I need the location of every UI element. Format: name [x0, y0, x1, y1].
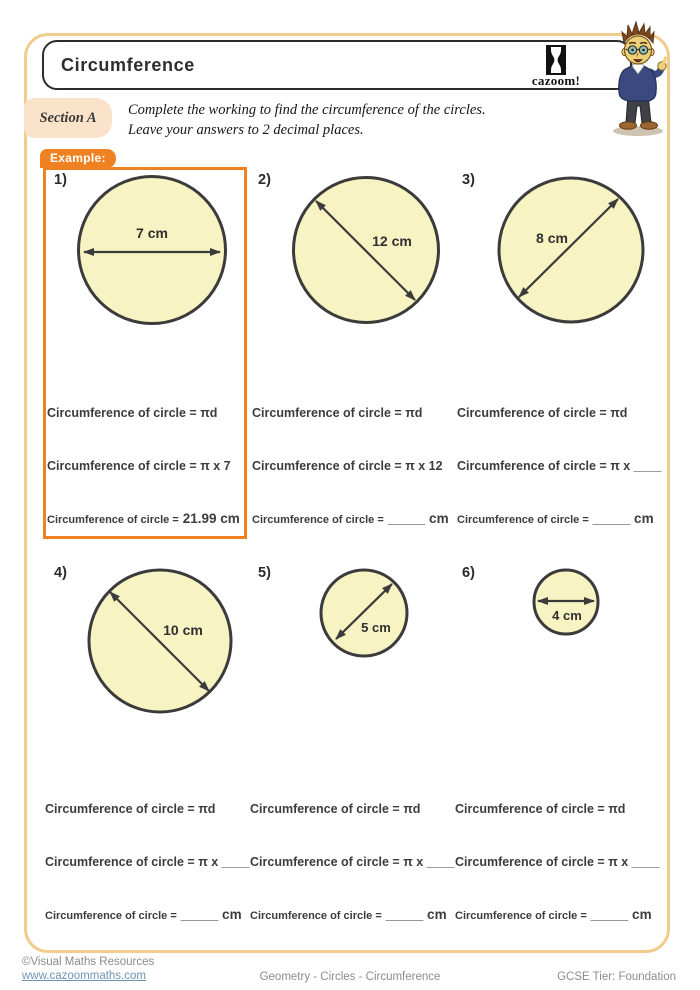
working-line-answer [47, 511, 240, 526]
problem-6-number: 6) [462, 565, 475, 581]
section-a-badge: Section A [24, 98, 112, 138]
working-line-substitution: Circumference of circle = π x 7 [47, 459, 231, 473]
example-label: Example: [40, 149, 116, 168]
answer-prefix: Circumference of circle = [45, 910, 177, 922]
footer-website-link[interactable]: www.cazoommaths.com [22, 970, 146, 982]
mascot-illustration [596, 20, 680, 138]
page-title: Circumference [61, 55, 195, 75]
circle-diagram-1 [74, 172, 230, 328]
working-line-formula: Circumference of circle = πd [47, 406, 218, 420]
footer-tier: GCSE Tier: Foundation [557, 971, 676, 983]
circle-diagram-3 [496, 175, 646, 325]
instructions [128, 100, 568, 140]
working-line-substitution: Circumference of circle = π x ____ [45, 855, 250, 869]
problem-2-number: 2) [258, 172, 271, 188]
problem-5-number: 5) [258, 565, 271, 581]
working-line-answer [45, 907, 242, 922]
working-line-answer [250, 907, 447, 922]
diameter-label: 4 cm [552, 608, 582, 623]
diameter-label: 8 cm [536, 230, 568, 246]
instruction-line-1: Complete the working to find the circumference of the circles. [128, 102, 486, 118]
problem-1-number: 1) [54, 172, 67, 188]
diameter-label: 7 cm [136, 225, 168, 241]
answer-prefix: Circumference of circle = [252, 514, 384, 526]
answer-blank: _____ cm [385, 907, 447, 922]
title-box [42, 40, 632, 90]
working-line-substitution: Circumference of circle = π x ____ [457, 459, 662, 473]
answer-blank: _____ cm [180, 907, 242, 922]
circle-diagram-6 [531, 567, 601, 637]
diameter-label: 5 cm [361, 620, 391, 635]
cazoom-hourglass-icon [546, 45, 566, 75]
working-line-substitution: Circumference of circle = π x ____ [455, 855, 660, 869]
answer-value: 21.99 cm [182, 511, 240, 526]
working-line-formula: Circumference of circle = πd [455, 802, 626, 816]
working-line-substitution: Circumference of circle = π x ____ [250, 855, 455, 869]
cazoom-logo-text: cazoom! [531, 73, 581, 88]
answer-prefix: Circumference of circle = [47, 514, 179, 526]
working-line-answer [455, 907, 652, 922]
problem-4-number: 4) [54, 565, 67, 581]
footer-topic: Geometry - Circles - Circumference [259, 971, 441, 983]
circle-diagram-2 [290, 174, 442, 326]
working-line-formula: Circumference of circle = πd [252, 406, 423, 420]
circle-diagram-5 [318, 567, 410, 659]
answer-prefix: Circumference of circle = [250, 910, 382, 922]
diameter-label: 12 cm [372, 233, 412, 249]
answer-prefix: Circumference of circle = [457, 514, 589, 526]
diameter-label: 10 cm [163, 622, 203, 638]
circle-diagram-4 [86, 567, 234, 715]
working-line-answer [457, 511, 654, 526]
working-line-formula: Circumference of circle = πd [250, 802, 421, 816]
answer-blank: _____ cm [590, 907, 652, 922]
answer-blank: _____ cm [387, 511, 449, 526]
working-line-formula: Circumference of circle = πd [457, 406, 628, 420]
working-line-substitution: Circumference of circle = π x 12 [252, 459, 443, 473]
instruction-line-2: Leave your answers to 2 decimal places. [128, 122, 364, 138]
working-line-formula: Circumference of circle = πd [45, 802, 216, 816]
working-line-answer [252, 511, 449, 526]
answer-prefix: Circumference of circle = [455, 910, 587, 922]
problem-3-number: 3) [462, 172, 475, 188]
cazoom-logo [522, 45, 590, 89]
footer-copyright: ©Visual Maths Resources [22, 956, 155, 968]
answer-blank: _____ cm [592, 511, 654, 526]
